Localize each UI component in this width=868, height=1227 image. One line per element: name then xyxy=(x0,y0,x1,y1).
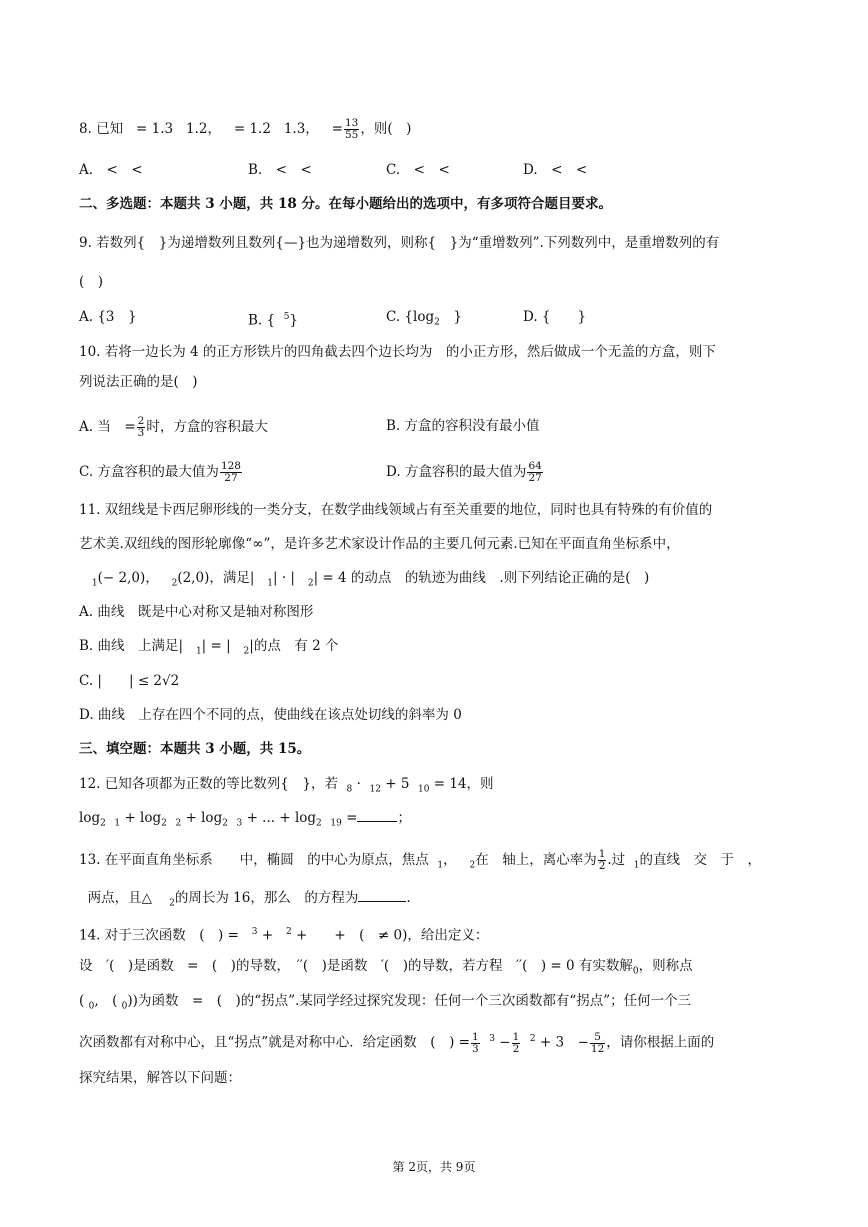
q12-text: 12. 已知各项都为正数的等比数列{ }，若 xyxy=(79,776,338,792)
q9-option-b-text: B. { xyxy=(248,312,276,329)
q13-fraction xyxy=(598,849,607,872)
q14-fraction xyxy=(471,1032,480,1055)
q11-stem: 11. 双纽线是卡西尼卵形线的一类分支，在数学曲线领域占有至关重要的地位，同时也具有特殊的有价值的 xyxy=(79,502,713,518)
q13-stem: 13. 在平面直角坐标系 中，椭圆 的中心为原点，焦点 $_1$， $_2$在 轴上，离心率为 $\frac{1}{2}$ .过 $_1$的直线 交 于 ， xyxy=(79,848,762,872)
subscript: 2 xyxy=(169,898,175,909)
square-root: √2 xyxy=(162,673,180,689)
section-heading-fill-in: 三、填空题：本题共 3 小题，共 15。 xyxy=(79,741,311,757)
q12-text: = xyxy=(346,810,358,826)
q12-text: · xyxy=(356,776,361,792)
subscript: 2 xyxy=(171,578,178,589)
q14-text: + 3 − xyxy=(539,1034,589,1051)
q10-option-a xyxy=(79,416,268,439)
q9-option-b-text: } xyxy=(289,312,299,329)
q11-option-a: A. 曲线 既是中心对称又是轴对称图形 xyxy=(79,604,314,620)
q14-text: , ( xyxy=(94,993,118,1009)
subscript: 2 xyxy=(434,317,440,328)
subscript: 1 xyxy=(633,860,640,871)
q8-text: 1.2， xyxy=(186,121,221,137)
page-number: 第 2页，共 9页 xyxy=(392,1160,476,1174)
q10-option-c-text: C. 方盒容积的最大值为 xyxy=(79,464,219,480)
q9-option-b xyxy=(248,307,298,331)
q8-fraction xyxy=(344,118,359,141)
superscript: 3 xyxy=(251,927,258,937)
subscript: 2 xyxy=(222,818,228,829)
q13-text: . xyxy=(406,890,411,906)
q11-option-b-text: |的点 有 2 个 xyxy=(249,638,339,654)
q8-text: ，则( ) xyxy=(360,121,412,137)
numerator: 64 xyxy=(528,460,542,472)
q11-text: | = 4 的动点 的轨迹为曲线 .则下列结论正确的是( ) xyxy=(313,570,650,586)
subscript: 0 xyxy=(88,1001,95,1012)
q11-text: (− 2,0)， xyxy=(97,570,159,586)
subscript: 1 xyxy=(437,860,444,871)
q14-instruction: 探究结果，解答以下问题： xyxy=(79,1070,241,1086)
q12-text: + log xyxy=(185,810,223,826)
q12-text: + ... + log xyxy=(246,810,317,826)
q9-option-a: A. {3 } xyxy=(79,309,137,325)
q14-text: ，则称点 xyxy=(638,958,693,974)
q9-option-c xyxy=(386,307,462,333)
q8-option-c: C. < < xyxy=(386,162,450,178)
q12-text: ； xyxy=(397,810,411,826)
superscript: 3 xyxy=(489,1034,495,1044)
numerator: 5 xyxy=(590,1032,605,1044)
superscript: 5 xyxy=(283,312,290,322)
q14-fraction xyxy=(590,1032,605,1055)
q8-option-d: D. < < xyxy=(523,162,588,178)
q12-expression xyxy=(79,808,411,834)
q11-stem-cont: 艺术美.双纽线的图形轮廓像“∞”，是许多艺术家设计作品的主要几何元素.已知在平面直角坐标系中， xyxy=(79,536,680,552)
q11-text: (2,0)，满足| xyxy=(177,570,255,586)
q14-text: − xyxy=(499,1034,511,1051)
q8-text: = 1.2 xyxy=(233,121,271,137)
q13-text: 的直线 交 于 ， xyxy=(639,852,762,868)
q14-definition xyxy=(79,956,693,982)
q9-option-c-text: } xyxy=(439,309,462,325)
subscript: 1 xyxy=(195,646,202,657)
q12-stem xyxy=(79,774,494,800)
q14-text: ))为函数 = ( )的“拐点”.某同学经过探究发现：任何一个三次函数都有“拐点”；任何一个三 xyxy=(127,993,692,1009)
answer-blank[interactable] xyxy=(357,809,397,822)
q10-option-d-text: D. 方盒容积的最大值为 xyxy=(386,464,527,480)
q12-text: log xyxy=(79,810,101,826)
q9-stem: 9. 若数列{ }为递增数列且数列{—}也为递增数列，则称{ }为“重增数列”.下列数列中，是重增数列的有 xyxy=(79,235,720,251)
q12-text: = 14，则 xyxy=(433,776,494,792)
q10-stem-cont: 列说法正确的是( ) xyxy=(79,374,198,390)
q11-option-b xyxy=(79,636,339,662)
q14-text: ，请你根据上面的 xyxy=(606,1034,715,1051)
q12-text: + log xyxy=(124,810,162,826)
q10-option-a-fraction xyxy=(137,416,146,439)
q14-function xyxy=(79,1029,714,1055)
q14-text: 设 ′( )是函数 = ( )的导数， ′′( )是函数 ′( )的导数，若方程 ′′( ) = 0 有实数解 xyxy=(79,958,633,974)
q10-option-c xyxy=(79,461,243,484)
q13-text: 两点，且△ xyxy=(87,890,152,906)
subscript: 2 xyxy=(243,646,250,657)
denominator: 3 xyxy=(471,1042,479,1055)
q8-text: = xyxy=(331,121,343,137)
q11-option-b-text: B. 曲线 上满足| xyxy=(79,638,184,654)
section-heading-multiple-choice: 二、多选题：本题共 3 小题，共 18 分。在每小题给出的选项中，有多项符合题目要求。 xyxy=(79,196,612,212)
q9-stem-cont: ( ) xyxy=(79,274,104,290)
q13-text: 在 轴上，离心率为 xyxy=(475,852,597,868)
subscript: 2 xyxy=(307,578,314,589)
q13-text: 的周长为 16，那么 的方程为 xyxy=(174,890,359,906)
subscript: 19 xyxy=(330,818,342,829)
q11-option-b-text: | = | xyxy=(201,638,231,654)
q9-option-c-text: C. {log xyxy=(386,309,435,325)
q10-option-c-fraction xyxy=(220,461,242,484)
q14-text: + xyxy=(261,927,274,944)
numerator: 128 xyxy=(220,460,241,472)
numerator: 2 xyxy=(137,415,145,427)
numerator: 1 xyxy=(512,1030,520,1043)
q14-text: + + ( ≠ 0)，给出定义： xyxy=(296,927,489,944)
q11-stem-cont2 xyxy=(79,568,649,594)
q8-text: 1.3， xyxy=(283,121,319,137)
subscript: 2 xyxy=(469,860,476,871)
q12-text: + 5 xyxy=(385,776,410,792)
subscript: 1 xyxy=(267,578,273,589)
q10-option-d-fraction xyxy=(527,461,542,484)
q10-stem: 10. 若将一边长为 4 的正方形铁片的四角截去四个边长均为 的小正方形，然后做成一个无盖的方盒，则下 xyxy=(79,344,716,360)
q14-text: 14. 对于三次函数 ( ) = xyxy=(79,927,239,944)
subscript: 2 xyxy=(175,818,182,829)
subscript: 2 xyxy=(100,818,106,829)
q14-text: 次函数都有对称中心，且“拐点”就是对称中心．给定函数 ( ) = xyxy=(79,1034,470,1051)
q14-definition-cont xyxy=(79,991,691,1017)
denominator: 55 xyxy=(344,129,359,141)
subscript: 1 xyxy=(114,818,121,829)
q14-text: ( xyxy=(79,993,85,1009)
denominator: 12 xyxy=(590,1042,605,1055)
numerator: 1 xyxy=(598,848,606,860)
subscript: 10 xyxy=(418,784,430,795)
subscript: 12 xyxy=(369,784,381,795)
q8-text: 8. 已知 xyxy=(79,121,124,137)
q10-option-a-text: 时，方盒的容积最大 xyxy=(146,419,268,435)
q10-option-a-text: A. 当 = xyxy=(79,419,136,435)
denominator: 27 xyxy=(224,472,238,484)
q8-stem xyxy=(79,118,411,141)
q11-option-d: D. 曲线 上存在四个不同的点，使曲线在该点处切线的斜率为 0 xyxy=(79,707,462,723)
subscript: 2 xyxy=(316,818,322,829)
q8-option-a: A. < < xyxy=(79,162,143,178)
q11-option-c xyxy=(79,671,179,691)
q11-text: | · | xyxy=(273,570,295,586)
q9-option-d: D. { } xyxy=(523,309,587,325)
numerator: 13 xyxy=(344,117,359,129)
q14-fraction xyxy=(512,1032,521,1055)
q13-text: 13. 在平面直角坐标系 中，椭圆 的中心为原点，焦点 xyxy=(79,852,429,868)
q11-option-c-text: C. | | ≤ 2 xyxy=(79,673,163,689)
denominator: 27 xyxy=(528,472,542,484)
denominator: 2 xyxy=(598,860,606,872)
q10-option-b: B. 方盒的容积没有最小值 xyxy=(386,418,540,434)
subscript: 3 xyxy=(236,818,243,829)
q8-option-b: B. < < xyxy=(248,162,312,178)
denominator: 2 xyxy=(512,1042,520,1055)
q10-option-d xyxy=(386,461,544,484)
denominator: 3 xyxy=(137,427,145,439)
superscript: 2 xyxy=(286,927,292,937)
numerator: 1 xyxy=(471,1030,479,1043)
subscript: 1 xyxy=(91,578,98,589)
subscript: 0 xyxy=(121,1001,128,1012)
q8-text: = 1.3 xyxy=(136,121,174,137)
q13-text: .过 xyxy=(607,852,626,868)
superscript: 2 xyxy=(529,1034,536,1044)
q13-stem-cont xyxy=(79,888,411,914)
subscript: 8 xyxy=(346,784,353,795)
subscript: 2 xyxy=(161,818,167,829)
subscript: 0 xyxy=(632,966,639,977)
answer-blank[interactable] xyxy=(358,889,406,902)
q14-stem xyxy=(79,922,488,946)
